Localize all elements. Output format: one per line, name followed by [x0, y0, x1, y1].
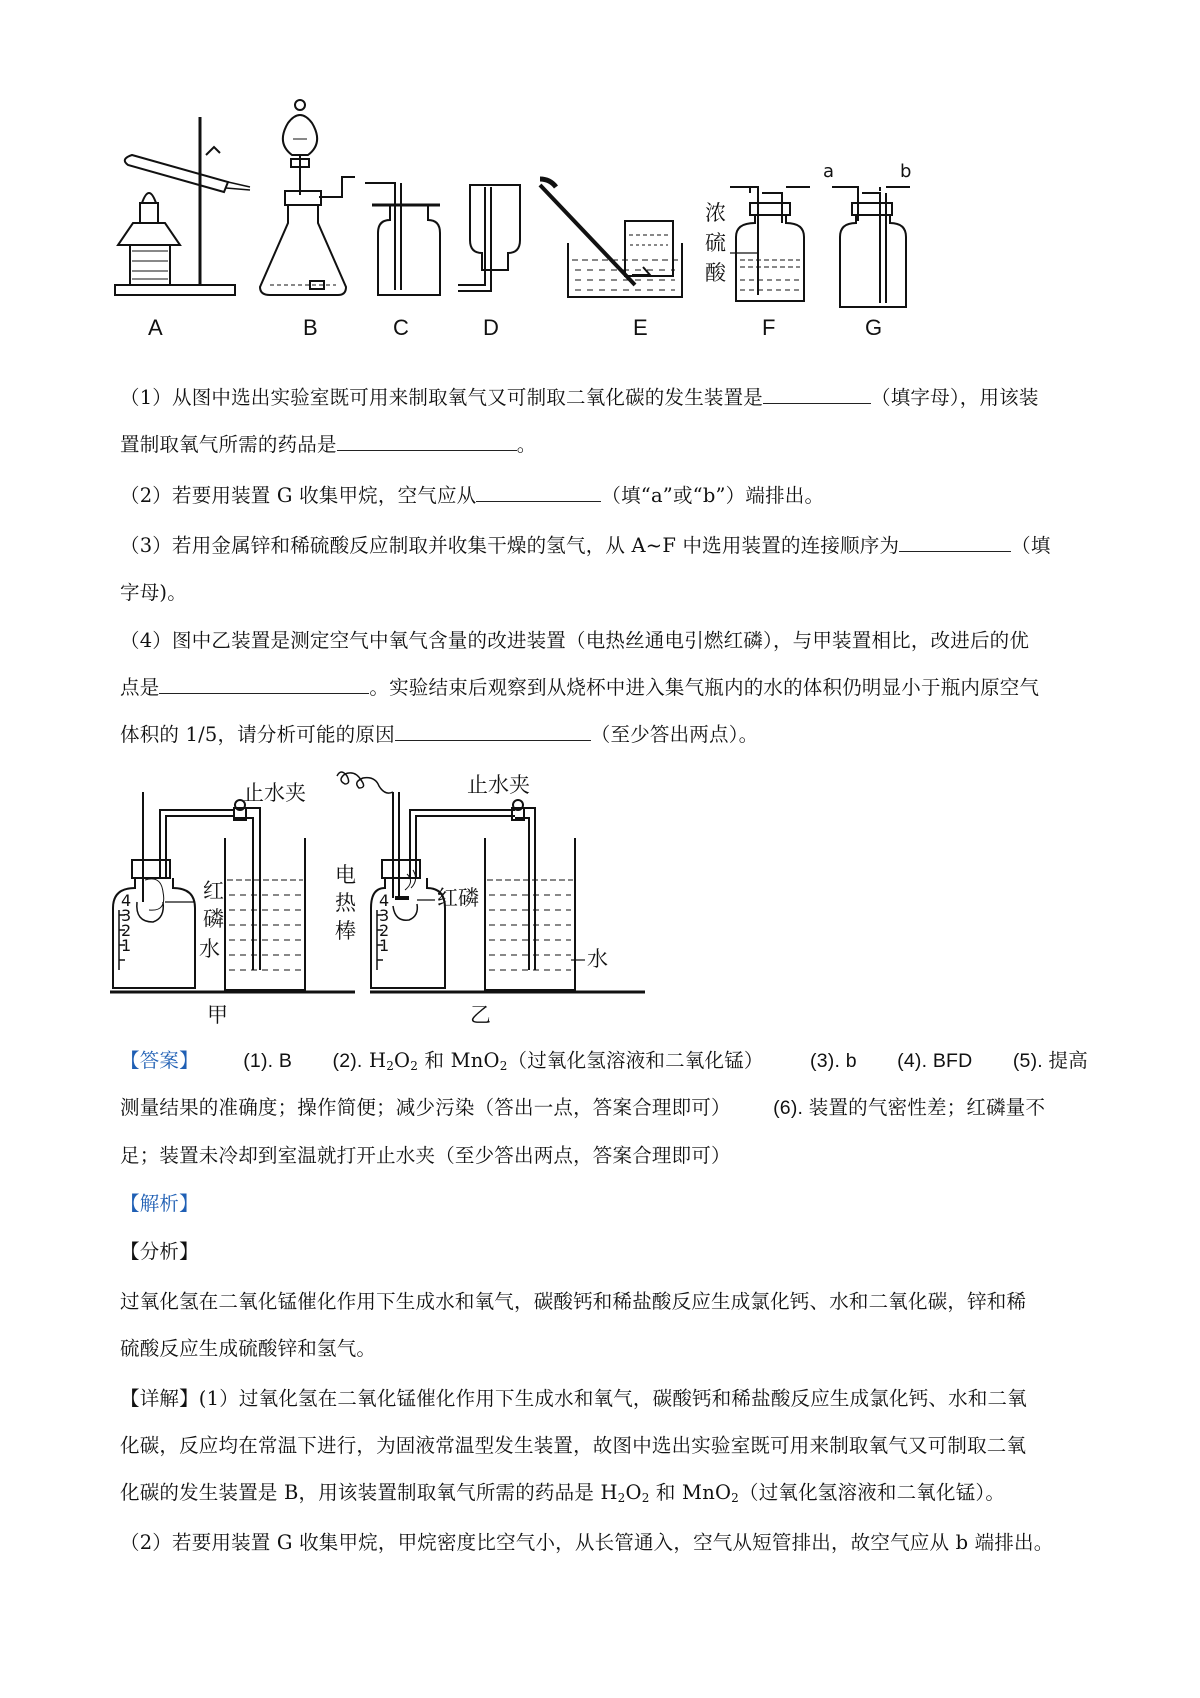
q1-text-a: （1）从图中选出实验室既可用来制取氧气又可制取二氧化碳的发生装置是 — [120, 386, 764, 409]
xiangjie-line-1 — [120, 1385, 1110, 1413]
q4-text-a: （4）图中乙装置是测定空气中氧气含量的改进装置（电热丝通电引燃红磷），与甲装置相比，改进后的优 — [120, 629, 1030, 652]
apparatus-e — [540, 179, 682, 297]
oxygen-experiment-figure — [105, 770, 665, 1030]
jia-scale-3: 3 — [121, 906, 132, 925]
yi-scale-3: 3 — [379, 906, 390, 925]
question-4-line-2 — [120, 674, 1110, 702]
answer-1: (1). B — [243, 1050, 293, 1072]
answer-3: (3). b — [810, 1050, 857, 1072]
apparatus-label-d: D — [483, 315, 499, 340]
answer-line-2 — [120, 1094, 1110, 1122]
question-1-line-2 — [120, 431, 1110, 459]
jia-clamp-label: 止水夹 — [243, 781, 306, 805]
q1-text-c: 置制取氧气所需的药品是 — [120, 433, 337, 456]
apparatus-diagram — [110, 95, 1020, 370]
apparatus-label-b: B — [303, 315, 318, 340]
answer-6-cont: 足；装置未冷却到室温就打开止水夹（至少答出两点，答案合理即可） — [120, 1144, 731, 1167]
question-3-line-1 — [120, 532, 1110, 560]
q3-text-b: （填 — [1011, 534, 1051, 557]
xiangjie-text-4: （2）若要用装置 G 收集甲烷，甲烷密度比空气小，从长管通入，空气从短管排出，故空气应从 b 端排出。 — [120, 1531, 1054, 1554]
question-1-line-1 — [120, 384, 1110, 412]
answer-tag: 【答案】 — [120, 1049, 199, 1072]
answer-line-1 — [120, 1047, 1110, 1075]
question-2-line — [120, 482, 1110, 510]
answer-6: (6). 装置的气密性差；红磷量不 — [773, 1097, 1046, 1119]
jia-scale-2: 2 — [121, 921, 132, 940]
g-port-b-label: b — [900, 161, 912, 182]
yi-rod-label-1: 电 — [335, 863, 356, 887]
q3-text-a: （3）若用金属锌和稀硫酸反应制取并收集干燥的氢气，从 A~F 中选用装置的连接顺序为 — [120, 534, 900, 557]
yi-water-label: 水 — [587, 947, 608, 971]
yi-rod-label-2: 热 — [335, 891, 356, 915]
question-4-line-3 — [120, 721, 1110, 749]
q4-text-b: 点是 — [120, 676, 160, 699]
answer-2-note: （过氧化氢溶液和二氧化锰） — [507, 1049, 764, 1072]
q2-blank[interactable] — [476, 483, 601, 502]
f-label-3: 酸 — [705, 261, 726, 285]
yi-scale-2: 2 — [379, 921, 390, 940]
q3-text-c: 字母)。 — [120, 581, 187, 604]
analysis-tag: 【解析】 — [120, 1192, 199, 1215]
answer-2-label: (2). — [332, 1050, 363, 1072]
xiangjie-note: （过氧化氢溶液和二氧化锰）。 — [739, 1481, 1006, 1504]
apparatus-label-e: E — [633, 315, 648, 340]
answer-5-cont: 测量结果的准确度；操作简便；减少污染（答出一点，答案合理即可） — [120, 1096, 731, 1119]
setup-jia — [110, 792, 355, 992]
xiangjie-line-3 — [120, 1479, 1110, 1507]
xiangjie-text-1: 【详解】(1）过氧化氢在二氧化锰催化作用下生成水和氧气，碳酸钙和稀盐酸反应生成氯化钙、水和二氧 — [120, 1387, 1027, 1410]
q1-blank-2[interactable] — [337, 432, 517, 451]
yi-caption: 乙 — [470, 1003, 491, 1027]
fenxi-line-2 — [120, 1335, 1110, 1363]
f-label-1: 浓 — [705, 201, 726, 225]
xiangjie-line-2 — [120, 1432, 1110, 1460]
apparatus-g — [832, 187, 910, 307]
question-4-line-1 — [120, 627, 1110, 655]
jia-phos-label-2: 磷 — [203, 907, 224, 931]
q4-text-d: 体积的 1/5，请分析可能的原因 — [120, 723, 395, 746]
xiangjie-text-2: 化碳，反应均在常温下进行，为固液常温型发生装置，故图中选出实验室既可用来制取氧气又可制取二氧 — [120, 1434, 1027, 1457]
q1-text-b: （填字母），用该装 — [871, 386, 1039, 409]
apparatus-b — [260, 100, 355, 295]
apparatus-a — [115, 117, 250, 295]
apparatus-d — [458, 185, 520, 291]
jia-phos-label-1: 红 — [203, 879, 224, 903]
fenxi-text-2: 硫酸反应生成硫酸锌和氢气。 — [120, 1337, 377, 1360]
g-port-a-label: a — [823, 161, 835, 182]
jia-scale-4: 4 — [121, 891, 132, 910]
q4-blank-1[interactable] — [159, 675, 369, 694]
fenxi-tag: 【分析】 — [120, 1240, 199, 1263]
yi-scale-4: 4 — [379, 891, 390, 910]
fenxi-text-1: 过氧化氢在二氧化锰催化作用下生成水和氧气，碳酸钙和稀盐酸反应生成氯化钙、水和二氧化碳，锌和稀 — [120, 1290, 1027, 1313]
apparatus-figure — [110, 95, 1020, 370]
q3-blank[interactable] — [899, 533, 1011, 552]
analysis-heading — [120, 1190, 1110, 1218]
answer-5: (5). 提高 — [1012, 1050, 1088, 1072]
apparatus-label-f: F — [762, 315, 776, 340]
xiangjie-text-3: 化碳的发生装置是 B，用该装置制取氧气所需的药品是 — [120, 1481, 601, 1504]
q4-text-e: （至少答出两点）。 — [590, 723, 759, 746]
q4-blank-2[interactable] — [395, 722, 591, 741]
apparatus-label-c: C — [393, 315, 409, 340]
apparatus-f — [730, 187, 810, 301]
q1-text-d: 。 — [516, 433, 537, 456]
xiangjie-line-4 — [120, 1529, 1110, 1557]
q1-blank-1[interactable] — [763, 385, 871, 404]
apparatus-label-g: G — [865, 315, 883, 340]
q2-text-a: （2）若要用装置 G 收集甲烷，空气应从 — [120, 484, 477, 507]
f-label-2: 硫 — [705, 231, 726, 255]
q4-text-c: 。实验结束后观察到从烧杯中进入集气瓶内的水的体积仍明显小于瓶内原空气 — [369, 676, 1040, 699]
oxygen-experiment-diagram — [105, 770, 665, 1030]
yi-rod-label-3: 棒 — [335, 919, 356, 943]
answer-line-3 — [120, 1142, 1110, 1170]
answer-4: (4). BFD — [897, 1050, 973, 1072]
yi-scale-1: 1 — [379, 936, 390, 955]
jia-caption: 甲 — [207, 1003, 228, 1027]
question-3-line-2 — [120, 579, 1110, 607]
yi-phos-label: 红磷 — [437, 886, 479, 910]
yi-clamp-label: 止水夹 — [467, 773, 530, 797]
fenxi-heading — [120, 1238, 1110, 1266]
answer-2-formula: $H_2O_2$ 和 MnO$_2$ — [368, 1049, 508, 1073]
apparatus-c — [365, 183, 440, 295]
q2-text-b: （填“a”或“b”）端排出。 — [601, 484, 825, 507]
xiangjie-formula: $H_2O_2$ 和 MnO$_2$ — [600, 1481, 739, 1505]
fenxi-line-1 — [120, 1288, 1110, 1316]
apparatus-label-a: A — [148, 315, 163, 340]
jia-scale-1: 1 — [121, 936, 132, 955]
jia-water-label: 水 — [199, 937, 220, 961]
